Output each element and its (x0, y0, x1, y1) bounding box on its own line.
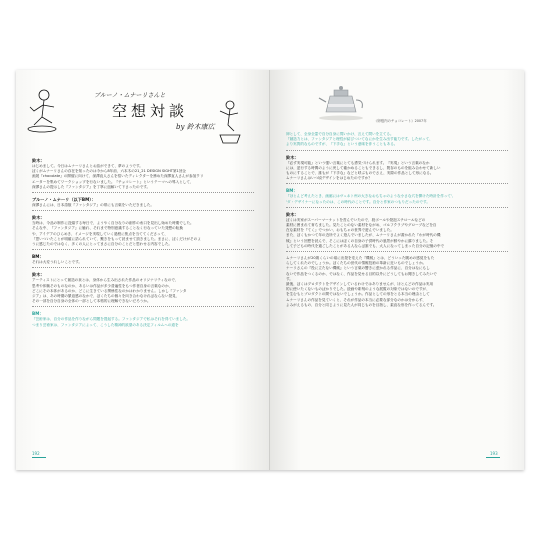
dialogue-divider (286, 183, 508, 184)
body-text-line: や、アイデアのひらめき、イメージを実現していく過程に焦点を当ててくださって、 (32, 231, 168, 236)
body-text-line: 『ほとんど考えたとき、画廊にはヴェネト州の大きなおもちゃのような小さな穴を開けた時計を作って', (286, 194, 454, 199)
body-text-line: エーターを集めてワークショップを行ないました。『チョコレート』というテーマへの導入として、 (32, 179, 194, 184)
body-text-line: そんな中、『ファンタジア』に触れ、それまで特別意識することなく行なっていた発想の転換 (32, 226, 183, 231)
dialogue-divider (32, 267, 254, 268)
body-text-line: す。 (286, 276, 293, 281)
body-text-line: ナーリさんの『役に立たない機械』という言葉の響きに惹かれる作品に、自分はなにもし (286, 266, 430, 271)
body-text-line: ジア』は、あの時期の緊迫感のなかで、ぼくたちの個々を向き合わなければならない発見、 (32, 294, 180, 298)
body-text-line: には、逆行する時間のように戻して確かめることもできるし、既存のものを組み合わせて新しい (286, 165, 441, 170)
body-text-line: 『必ず実現可能』という強い言葉にとても勇気づけられます。『実現』という言葉のなか (286, 160, 430, 165)
body-text-line: また、ぼくもかつて年の近所でよく遊んでいましたが、ムナーリさんが書かれた『わが時代の機 (286, 233, 441, 238)
body-text-line: 卵として、全身全霊で自分自身に問いかけ、言えて問いを立てる。 (286, 132, 394, 136)
dialogue-divider (286, 207, 508, 208)
body-text-line: その一部を自分自身の全体の一部として本格的に理解できないだろうか。 (32, 299, 151, 304)
body-text-line: ぼくは実家がスーパーマーケットを営んでいたので、段ボールや発泡スチロールなどの (286, 217, 426, 222)
body-text-line: 『創造力とは、ファンタジアと理性が結びついてなにかを生み出す能力です。したがって、 (286, 137, 433, 142)
dialogue-divider (32, 192, 254, 193)
speaker-label: 鈴木： (32, 272, 45, 278)
body-text-line: うに感じたのではなく、多くの人にとってまさに自分のことだと思わせる内容でした。 (32, 242, 173, 246)
body-text-line: 在な素材を『てく』でつかい、おもちゃの世界で遊んでいました。 (286, 228, 394, 233)
body-text-line: 深澤さんの提示した『ファンタジア』を丁寧に紐解いて下さったのです。 (32, 184, 151, 189)
speaker-label: BM： (286, 188, 298, 194)
dialogue-divider (32, 306, 254, 307)
body-text-line: 『芸術家は、自分の作品を作りながら問題を提起する。ファンタジアで私はそれを得ていました。 (32, 317, 191, 322)
body-text-line: 当時は、今品の制作に没頭する毎日で、ようやく自分なりの創作の糸口を見出し始めた時期でした。 (32, 221, 194, 226)
body-text-line: 最後、ぼくはプロダクトをデザインしているわけではありませんが、ほとんどの作品は実用 (286, 282, 434, 286)
body-text-line: ないで作品をつくるのか、ではなく、作品を見せる目的以外にどうしてもお聞きしてみたいで (286, 271, 437, 276)
body-text-line: ムナーリさんの作品を見ていくと、それが作品の本当に必要な部分なのかは分からず、 (286, 297, 426, 302)
folio-rule-left (32, 457, 46, 458)
dialogue-divider (286, 251, 508, 252)
page-number-left: 192 (32, 451, 40, 456)
body-text-line: 的に使いたくないものばかりでした。絵画や彫刻のような展覧の対象ではないのですが、 (286, 287, 430, 292)
photo-caption: 《卵殻内のチョコレート》2007年 (374, 119, 427, 123)
body-text-line: を生むもとブロダクトの間ではないでしょうか。作品としての形をとる本当の理由として (286, 292, 430, 297)
speaker-label: 鈴木： (286, 211, 299, 217)
speaker-label: 鈴木： (286, 154, 299, 160)
speaker-label: BM： (32, 311, 44, 317)
body-text-line: アーティストにとって創造の泉とは、身体から生み出された作品のオリジナリティなので、 (32, 278, 179, 283)
title-subtitle: ブルーノ・ムナーリさんと (94, 92, 166, 99)
speaker-label: 鈴木： (32, 215, 45, 221)
body-text-line: らしてくれたのでしょうか。ぼくたちの世代の情報技術の革新に近いものでしょうか。 (286, 261, 427, 266)
body-text-line: ものにすることで、誰もが『下手な』などと呼ぶものでさえ、実際の作品として形になる。 (286, 171, 434, 175)
dialogue-divider (32, 249, 254, 250)
title-byline: by 鈴木康広 (176, 123, 215, 131)
teapot-photo (314, 78, 368, 122)
page-number-right: 193 (490, 451, 498, 456)
body-text-line: どこにその本体があるのか、どこに生きている関係性なのかはわかりません。しかし『ファンタ (32, 288, 187, 293)
right-page (270, 70, 524, 470)
body-text-line: よみがえるもの、自分と同じように見た人が同じものを目指し、素直な形を作ってるんです。 (286, 302, 437, 307)
speaker-label: ブルーノ・ムナーリ（以下BM）： (32, 197, 96, 202)
body-text-line: ムナーリさんはいつ頃デザインをはじめたのですか？ (286, 176, 372, 181)
body-text-line: 『思いついたことが明確に語られていて、驚きをもって読ませて頂きました。まさに、ぼくだけがそのよ (32, 236, 201, 241)
dialogue-divider (32, 210, 254, 211)
body-text-line: ムナーリさんが20歳くらいの頃に出発を変えた『機械』とは、どういった眺めの感覚をもた (286, 256, 435, 260)
title-main: 空想対談 (112, 102, 189, 120)
body-text-line: 'ダ・デザイナーになったのは、この時代のことです。自分と作家のつもりだったのです。 (286, 199, 430, 204)
body-text-line: より実質的なものですが、『下手な』という意味を伴うこともある。 (286, 142, 398, 147)
speaker-label: BM： (32, 254, 44, 260)
body-text-line: それは大変うれしいことです。 (32, 260, 83, 265)
open-book-spread (16, 70, 524, 470)
body-text-line: 素材に囲まれて育ちました。見たことのない素材をながめ、ゴルフクラブやグローブなどを自 (286, 223, 437, 227)
body-text-line: はじめまして。今日はムナーリさんとお話ができて、夢のようです。 (32, 164, 143, 168)
dialogue-divider (286, 150, 508, 151)
folio-rule-right (486, 457, 500, 458)
speaker-label: 鈴木： (32, 158, 45, 163)
left-page (16, 70, 270, 470)
body-text-line: 思考や体験そのものなのか、あるいは作品が多少普遍性をもつ作者自身の言葉なのか、 (32, 283, 173, 288)
body-text-line: して子どもの時代を過ごしたことがある人ならば誰でも、大人になってしまった自分の記憶の中で (286, 243, 445, 248)
body-text-line: 深澤さんには、日本語版『ファンタジア』の帯にも言葉をいただきました。 (32, 203, 154, 207)
body-text-line: 画展『chocolate』の開催に向けて、深澤直人さんを招いたディレクターを務めた深澤直人さんが参加クリ (32, 174, 204, 179)
body-text-line: ぼくがムナーリさんの存在を知ったのは今から8年前、六本木の21_21 DESIGN SIGHT第1回企 (32, 169, 187, 174)
body-text-line: つまり芸術家は、ファンタジアによって、こうした精神的欲望のある決定フィルムへの道を (32, 322, 179, 327)
body-text-line: 械』という回想を読んで、そこにはぼくの自身の子供時代の風景が鮮やかに蘇りました。そ (286, 238, 434, 243)
